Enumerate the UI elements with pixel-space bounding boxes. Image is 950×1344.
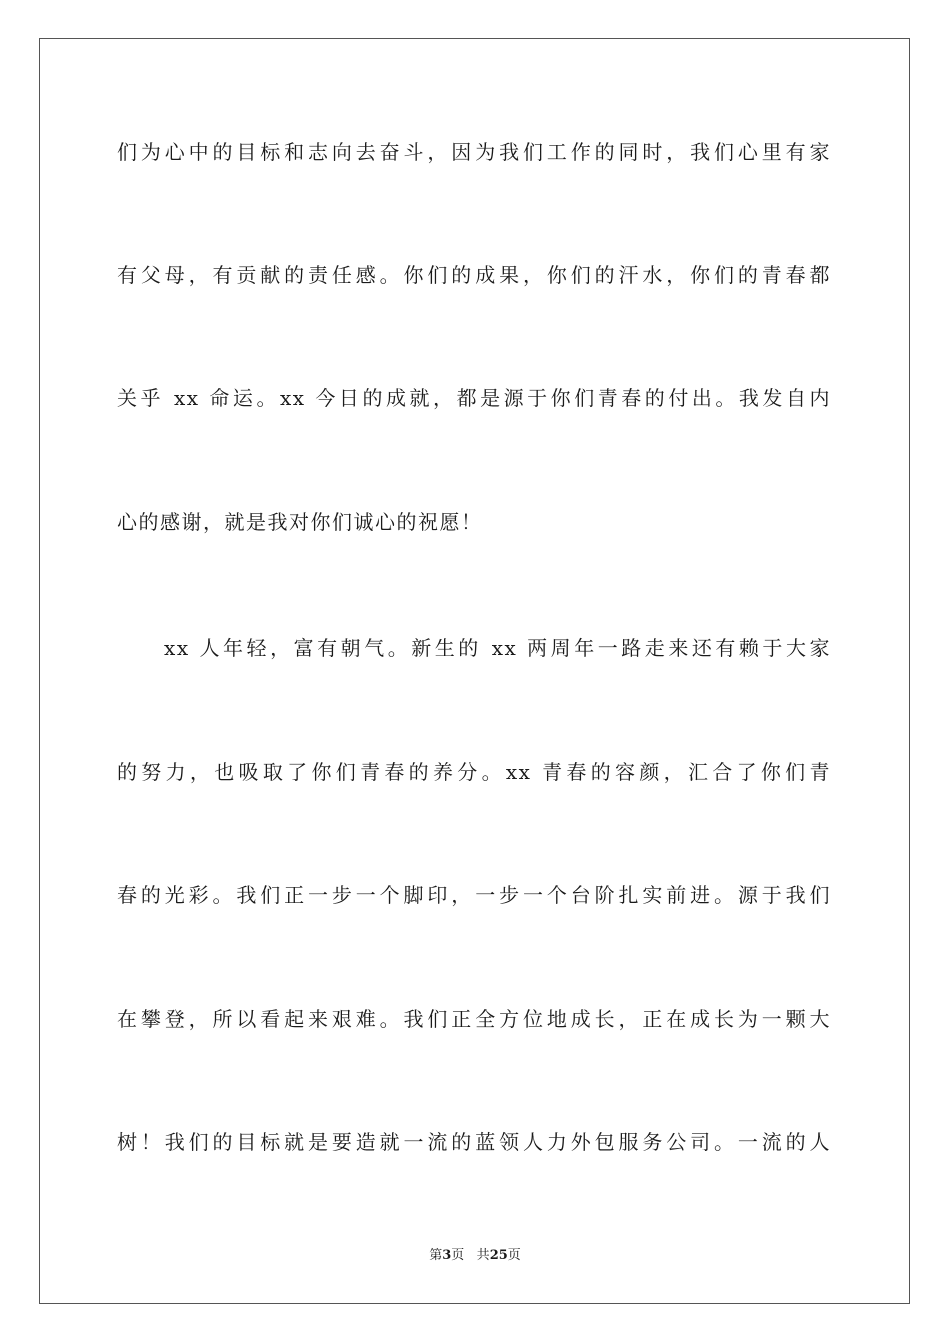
paragraph-line: 心的感谢，就是我对你们诚心的祝愿！ xyxy=(117,510,483,534)
page-border xyxy=(39,38,910,1304)
page-footer xyxy=(0,1247,950,1265)
paragraph-line: 春的光彩。我们正一步一个脚印，一步一个台阶扎实前进。源于我们 xyxy=(117,883,831,907)
paragraph-line: 关乎 xx 命运。xx 今日的成就，都是源于你们青春的付出。我发自内 xyxy=(117,386,831,410)
paragraph-line: 有父母，有贡献的责任感。你们的成果，你们的汗水，你们的青春都 xyxy=(117,263,831,287)
total-prefix: 共 xyxy=(476,1248,490,1263)
paragraph-line: 在攀登，所以看起来艰难。我们正全方位地成长，正在成长为一颗大 xyxy=(117,1007,831,1031)
page-unit: 页 xyxy=(451,1248,465,1263)
paragraph-line: 的努力，也吸取了你们青春的养分。xx 青春的容颜，汇合了你们青 xyxy=(117,760,831,784)
page-prefix: 第 xyxy=(429,1248,443,1263)
paragraph-line: 树！我们的目标就是要造就一流的蓝领人力外包服务公司。一流的人 xyxy=(117,1130,831,1154)
paragraph-line: xx 人年轻，富有朝气。新生的 xx 两周年一路走来还有赖于大家 xyxy=(117,636,831,660)
page-number: 3 xyxy=(442,1248,452,1263)
paragraph-line: 们为心中的目标和志向去奋斗，因为我们工作的同时，我们心里有家 xyxy=(117,140,831,164)
total-unit: 页 xyxy=(507,1248,521,1263)
total-pages: 25 xyxy=(489,1248,508,1263)
